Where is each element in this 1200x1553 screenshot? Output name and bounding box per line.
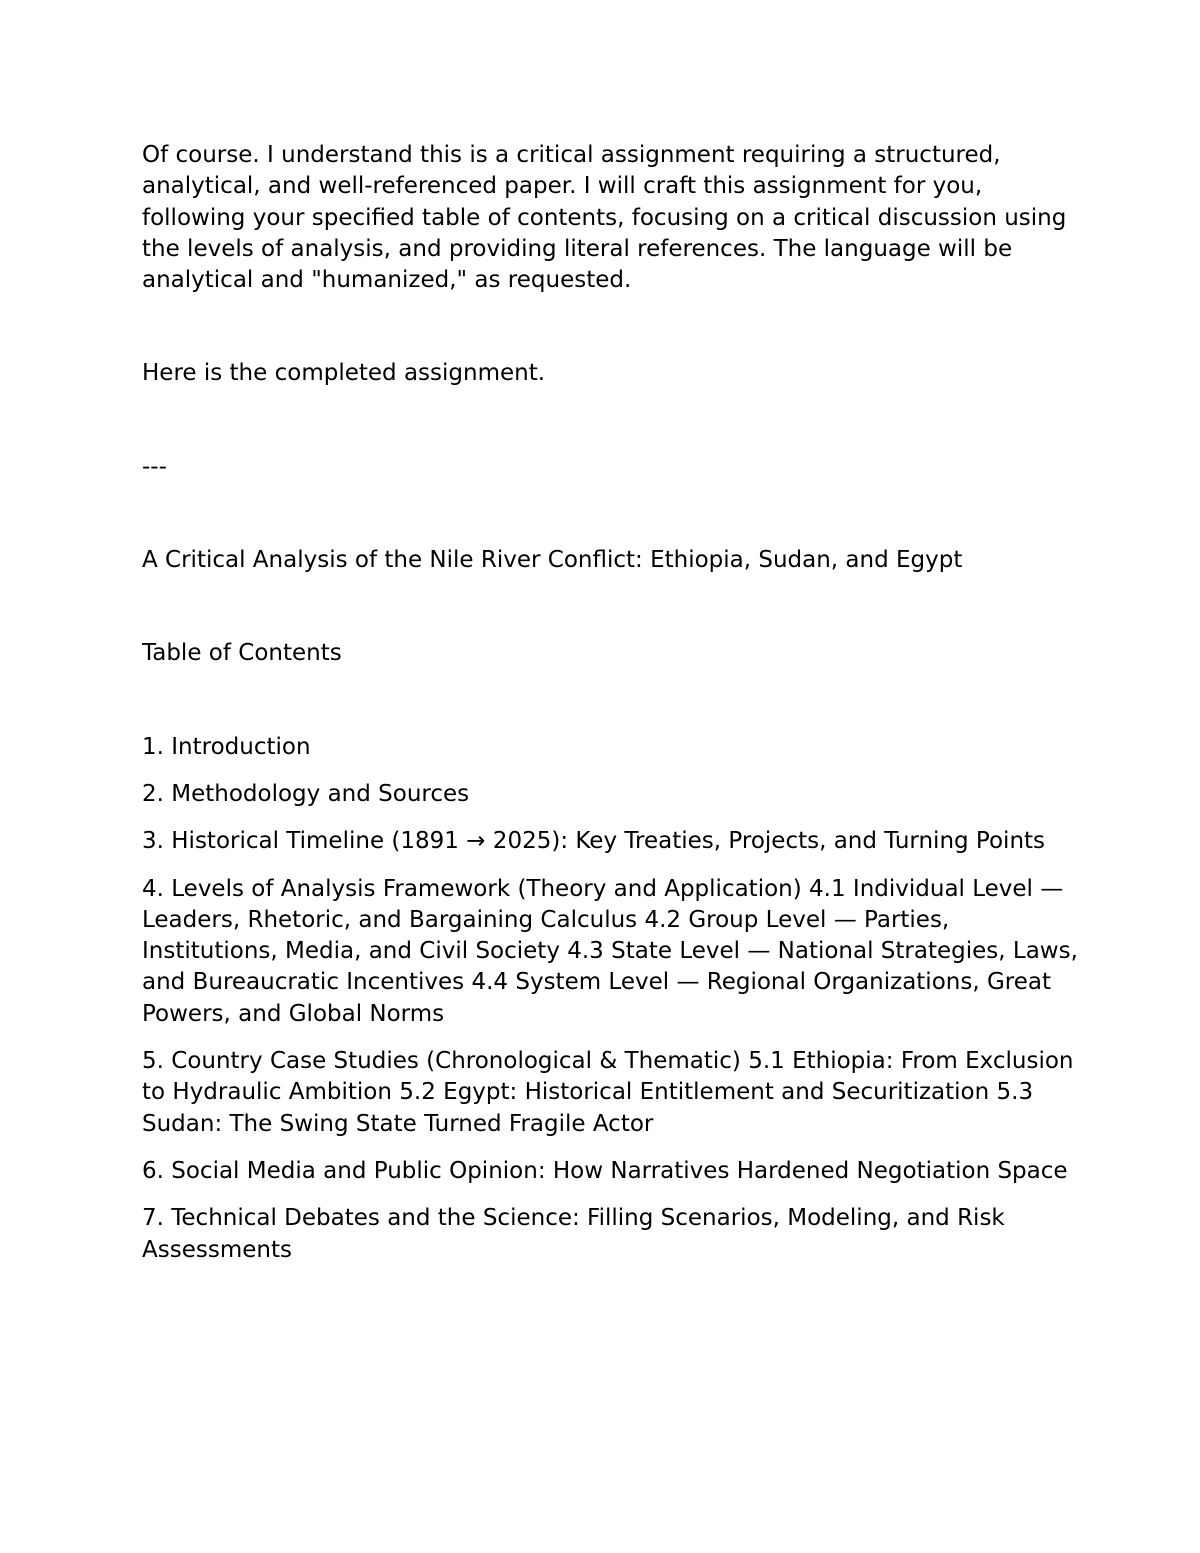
toc-item-1: 1. Introduction xyxy=(142,733,311,760)
toc-item-5: 5. Country Case Studies (Chronological & Thematic) 5.1 Ethiopia: From Exclusion to Hydraulic Ambition 5.2 Egypt: Historical Entitlement and Securitization 5.3 Sudan: The Swing State Turned Fragile Actor xyxy=(142,1048,1074,1137)
toc-item-4: 4. Levels of Analysis Framework (Theory and Application) 4.1 Individual Level — Leaders, Rhetoric, and Bargaining Calculus 4.2 Group Level — Parties, Institutions, Media, and Civil Society 4.3 State Level — National Strategies, Laws, and Bureaucratic Incentives 4.4 System Level — Regional Organizations, Great Powers, and Global Norms xyxy=(142,875,1078,1027)
toc-item-7: 7. Technical Debates and the Science: Filling Scenarios, Modeling, and Risk Assessments xyxy=(142,1205,1005,1263)
toc-item-3: 3. Historical Timeline (1891 → 2025): Key Treaties, Projects, and Turning Points xyxy=(142,828,1046,855)
document-page xyxy=(142,140,1082,1282)
intro-paragraph: Of course. I understand this is a critical assignment requiring a structured, analytical, and well-referenced paper. I will craft this assignment for you, following your specified table of contents, focusing on a critical discussion using the levels of analysis, and providing literal references. The language will be analytical and "humanized," as requested. xyxy=(142,142,1067,294)
toc-item-6: 6. Social Media and Public Opinion: How Narratives Hardened Negotiation Space xyxy=(142,1157,1068,1184)
completed-note: Here is the completed assignment. xyxy=(142,360,546,387)
toc-list xyxy=(142,732,1082,1266)
document-title: A Critical Analysis of the Nile River Conflict: Ethiopia, Sudan, and Egypt xyxy=(142,547,963,574)
toc-heading: Table of Contents xyxy=(142,640,342,667)
separator-line: --- xyxy=(142,453,167,480)
toc-item-2: 2. Methodology and Sources xyxy=(142,780,470,807)
